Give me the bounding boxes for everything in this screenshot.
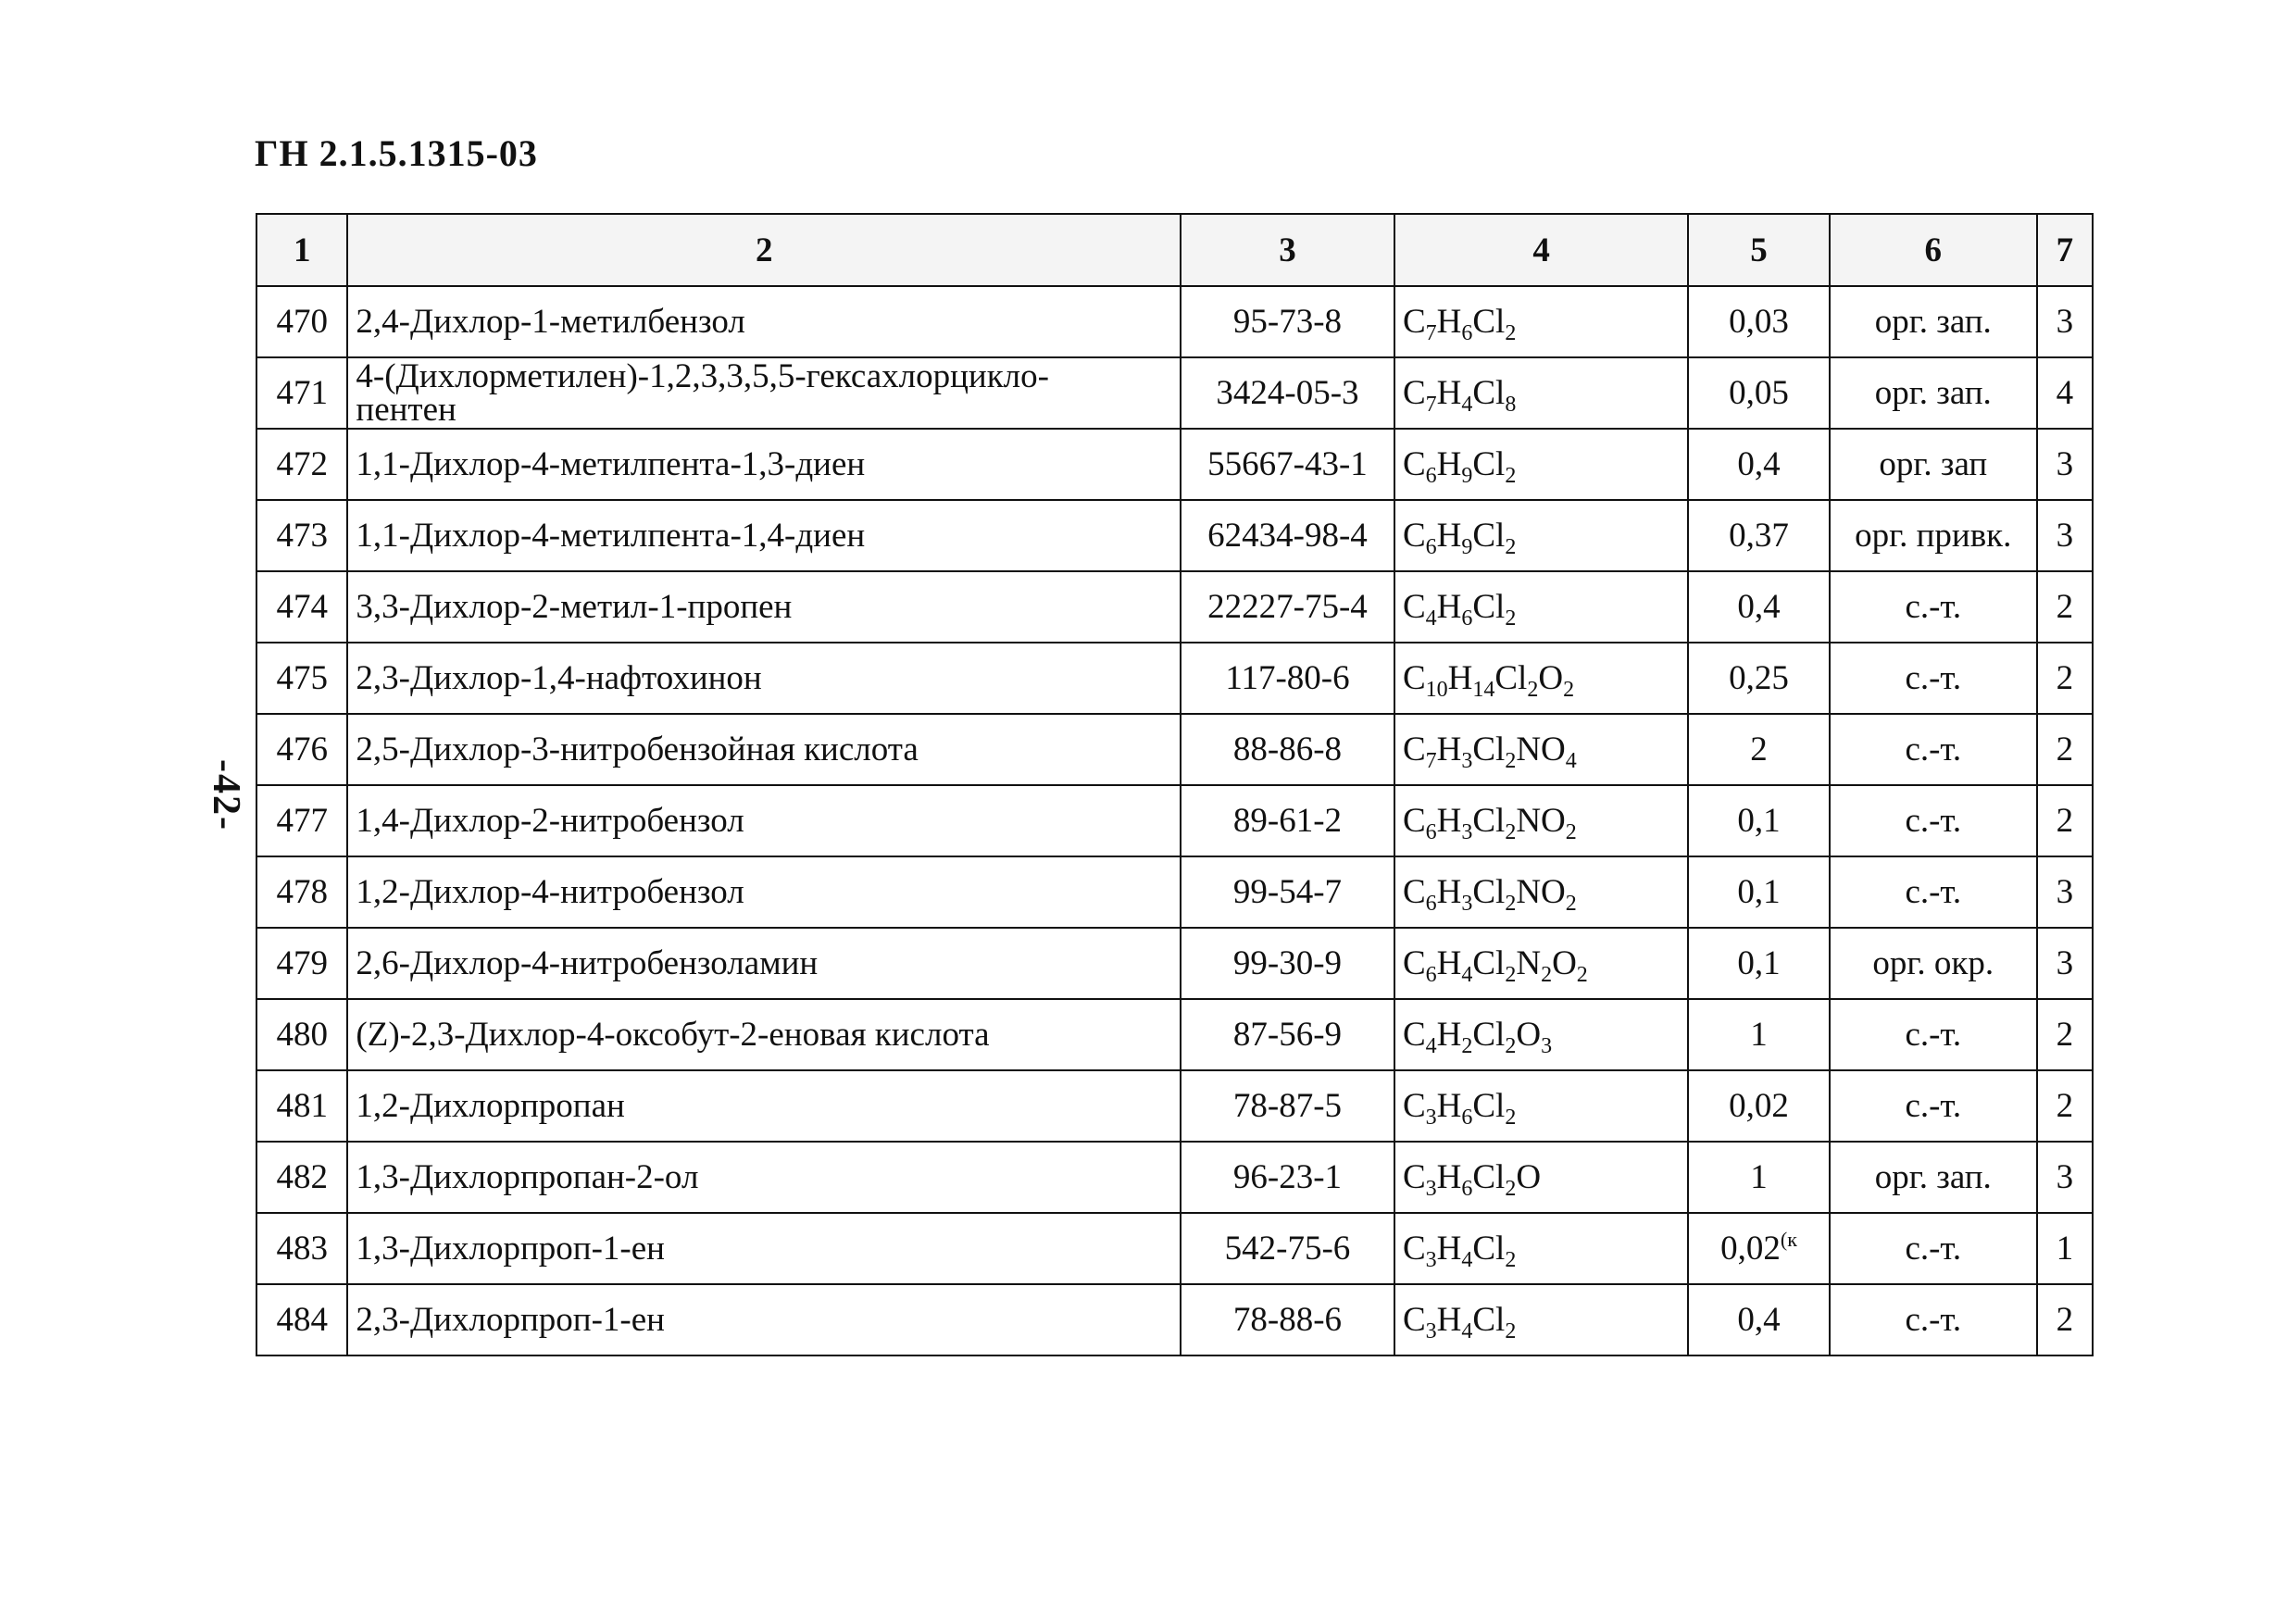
hazard-indicator-cell: с.-т. — [1830, 714, 2037, 785]
hazard-indicator-cell: орг. зап. — [1830, 1142, 2037, 1213]
limit-value-cell: 0,03 — [1688, 286, 1830, 357]
substance-name-cell: 1,2-Дихлор-4-нитробензол — [347, 856, 1181, 928]
hazard-class-cell: 2 — [2037, 1284, 2093, 1355]
cas-number-cell: 3424-05-3 — [1181, 357, 1394, 429]
column-header-7: 7 — [2037, 214, 2093, 286]
table-row — [256, 1284, 2093, 1355]
row-number-cell: 483 — [256, 1213, 347, 1284]
row-number-cell: 472 — [256, 429, 347, 500]
cas-number-cell: 95-73-8 — [1181, 286, 1394, 357]
limit-value-cell: 0,1 — [1688, 856, 1830, 928]
limit-value-cell: 0,4 — [1688, 429, 1830, 500]
limit-value-cell: 0,25 — [1688, 643, 1830, 714]
cas-number-cell: 542-75-6 — [1181, 1213, 1394, 1284]
hazard-class-cell: 2 — [2037, 785, 2093, 856]
substance-name-line: 4-(Дихлорметилен)-1,2,3,3,5,5-гексахлорцикло- — [356, 356, 1049, 395]
hazard-class-cell: 2 — [2037, 571, 2093, 643]
substance-name-cell — [347, 357, 1181, 429]
formula-cell: $C_7H_6Cl_2$ — [1394, 286, 1688, 357]
substance-name-cell: (Z)-2,3-Дихлор-4-оксобут-2-еновая кислота — [347, 999, 1181, 1070]
row-number-cell: 484 — [256, 1284, 347, 1355]
formula-cell: $C_3H_6Cl_2O$ — [1394, 1142, 1688, 1213]
hazard-indicator-cell: с.-т. — [1830, 856, 2037, 928]
formula-cell: $C_7H_3Cl_2NO_4$ — [1394, 714, 1688, 785]
substance-name-cell: 2,3-Дихлорпроп-1-ен — [347, 1284, 1181, 1355]
cas-number-cell: 99-54-7 — [1181, 856, 1394, 928]
substance-name-cell: 1,3-Дихлорпроп-1-ен — [347, 1213, 1181, 1284]
cas-number-cell: 89-61-2 — [1181, 785, 1394, 856]
substance-name-cell: 1,3-Дихлорпропан-2-ол — [347, 1142, 1181, 1213]
substance-name-cell: 2,6-Дихлор-4-нитробензоламин — [347, 928, 1181, 999]
row-number-cell: 470 — [256, 286, 347, 357]
formula-cell: $C_3H_4Cl_2$ — [1394, 1284, 1688, 1355]
cas-number-cell: 96-23-1 — [1181, 1142, 1394, 1213]
substance-name-line: пентен — [356, 390, 456, 429]
substances-table — [256, 213, 2094, 1356]
column-header-2: 2 — [347, 214, 1181, 286]
limit-value-cell: 1 — [1688, 999, 1830, 1070]
formula-cell: $C_4H_2Cl_2O_3$ — [1394, 999, 1688, 1070]
limit-value-cell: 0,4 — [1688, 571, 1830, 643]
table-row — [256, 1213, 2093, 1284]
hazard-indicator-cell: с.-т. — [1830, 785, 2037, 856]
hazard-class-cell: 3 — [2037, 1142, 2093, 1213]
column-header-1: 1 — [256, 214, 347, 286]
hazard-class-cell: 3 — [2037, 286, 2093, 357]
table-row — [256, 714, 2093, 785]
table-body — [256, 286, 2093, 1355]
row-number-cell: 478 — [256, 856, 347, 928]
substance-name-cell: 3,3-Дихлор-2-метил-1-пропен — [347, 571, 1181, 643]
column-header-5: 5 — [1688, 214, 1830, 286]
table-row — [256, 1142, 2093, 1213]
hazard-indicator-cell: с.-т. — [1830, 1213, 2037, 1284]
hazard-class-cell: 3 — [2037, 500, 2093, 571]
table-row — [256, 571, 2093, 643]
page-number: -42- — [204, 759, 247, 831]
table-row — [256, 856, 2093, 928]
limit-value-cell: $0,02^{(к}$ — [1688, 1213, 1830, 1284]
table-row — [256, 785, 2093, 856]
row-number-cell: 477 — [256, 785, 347, 856]
column-header-4: 4 — [1394, 214, 1688, 286]
column-header-3: 3 — [1181, 214, 1394, 286]
hazard-indicator-cell: с.-т. — [1830, 1070, 2037, 1142]
formula-cell: $C_6H_4Cl_2N_2O_2$ — [1394, 928, 1688, 999]
formula-cell: $C_6H_9Cl_2$ — [1394, 500, 1688, 571]
cas-number-cell: 99-30-9 — [1181, 928, 1394, 999]
cas-number-cell: 117-80-6 — [1181, 643, 1394, 714]
table-row — [256, 928, 2093, 999]
row-number-cell: 474 — [256, 571, 347, 643]
row-number-cell: 471 — [256, 357, 347, 429]
table-row — [256, 500, 2093, 571]
hazard-indicator-cell: с.-т. — [1830, 999, 2037, 1070]
formula-cell: $C_6H_3Cl_2NO_2$ — [1394, 856, 1688, 928]
hazard-indicator-cell: орг. зап. — [1830, 286, 2037, 357]
hazard-class-cell: 2 — [2037, 1070, 2093, 1142]
hazard-indicator-cell: с.-т. — [1830, 643, 2037, 714]
row-number-cell: 475 — [256, 643, 347, 714]
formula-cell: $C_3H_4Cl_2$ — [1394, 1213, 1688, 1284]
cas-number-cell: 78-87-5 — [1181, 1070, 1394, 1142]
hazard-class-cell: 2 — [2037, 999, 2093, 1070]
row-number-cell: 479 — [256, 928, 347, 999]
row-number-cell: 480 — [256, 999, 347, 1070]
limit-value-cell: 0,4 — [1688, 1284, 1830, 1355]
formula-cell: $C_6H_9Cl_2$ — [1394, 429, 1688, 500]
substance-name-cell: 1,2-Дихлорпропан — [347, 1070, 1181, 1142]
substance-name-cell: 2,3-Дихлор-1,4-нафтохинон — [347, 643, 1181, 714]
row-number-cell: 473 — [256, 500, 347, 571]
cas-number-cell: 22227-75-4 — [1181, 571, 1394, 643]
hazard-class-cell: 1 — [2037, 1213, 2093, 1284]
table-row — [256, 1070, 2093, 1142]
formula-cell: $C_7H_4Cl_8$ — [1394, 357, 1688, 429]
hazard-class-cell: 3 — [2037, 429, 2093, 500]
hazard-indicator-cell: с.-т. — [1830, 571, 2037, 643]
row-number-cell: 476 — [256, 714, 347, 785]
cas-number-cell: 87-56-9 — [1181, 999, 1394, 1070]
substance-name-cell: 2,4-Дихлор-1-метилбензол — [347, 286, 1181, 357]
hazard-indicator-cell: орг. привк. — [1830, 500, 2037, 571]
hazard-class-cell: 3 — [2037, 928, 2093, 999]
hazard-indicator-cell: орг. зап. — [1830, 357, 2037, 429]
table-row — [256, 999, 2093, 1070]
formula-cell: $C_{10}H_{14}Cl_2O_2$ — [1394, 643, 1688, 714]
hazard-indicator-cell: с.-т. — [1830, 1284, 2037, 1355]
document-code: ГН 2.1.5.1315-03 — [255, 132, 538, 174]
table-row — [256, 643, 2093, 714]
substance-name-cell: 2,5-Дихлор-3-нитробензойная кислота — [347, 714, 1181, 785]
table-row — [256, 429, 2093, 500]
hazard-class-cell: 3 — [2037, 856, 2093, 928]
hazard-indicator-cell: орг. зап — [1830, 429, 2037, 500]
table-header-row — [256, 214, 2093, 286]
formula-cell: $C_4H_6Cl_2$ — [1394, 571, 1688, 643]
substance-name-cell: 1,4-Дихлор-2-нитробензол — [347, 785, 1181, 856]
hazard-class-cell: 2 — [2037, 714, 2093, 785]
limit-value-cell: 2 — [1688, 714, 1830, 785]
table-row — [256, 286, 2093, 357]
cas-number-cell: 55667-43-1 — [1181, 429, 1394, 500]
limit-value-cell: 0,1 — [1688, 785, 1830, 856]
limit-value-cell: 0,37 — [1688, 500, 1830, 571]
hazard-class-cell: 4 — [2037, 357, 2093, 429]
hazard-class-cell: 2 — [2037, 643, 2093, 714]
cas-number-cell: 88-86-8 — [1181, 714, 1394, 785]
hazard-indicator-cell: орг. окр. — [1830, 928, 2037, 999]
limit-value-cell: 0,02 — [1688, 1070, 1830, 1142]
cas-number-cell: 62434-98-4 — [1181, 500, 1394, 571]
column-header-6: 6 — [1830, 214, 2037, 286]
limit-value-cell: 0,05 — [1688, 357, 1830, 429]
row-number-cell: 481 — [256, 1070, 347, 1142]
formula-cell: $C_6H_3Cl_2NO_2$ — [1394, 785, 1688, 856]
table-row — [256, 357, 2093, 429]
formula-cell: $C_3H_6Cl_2$ — [1394, 1070, 1688, 1142]
substance-name-cell: 1,1-Дихлор-4-метилпента-1,3-диен — [347, 429, 1181, 500]
limit-value-cell: 1 — [1688, 1142, 1830, 1213]
limit-value-cell: 0,1 — [1688, 928, 1830, 999]
row-number-cell: 482 — [256, 1142, 347, 1213]
cas-number-cell: 78-88-6 — [1181, 1284, 1394, 1355]
substance-name-cell: 1,1-Дихлор-4-метилпента-1,4-диен — [347, 500, 1181, 571]
